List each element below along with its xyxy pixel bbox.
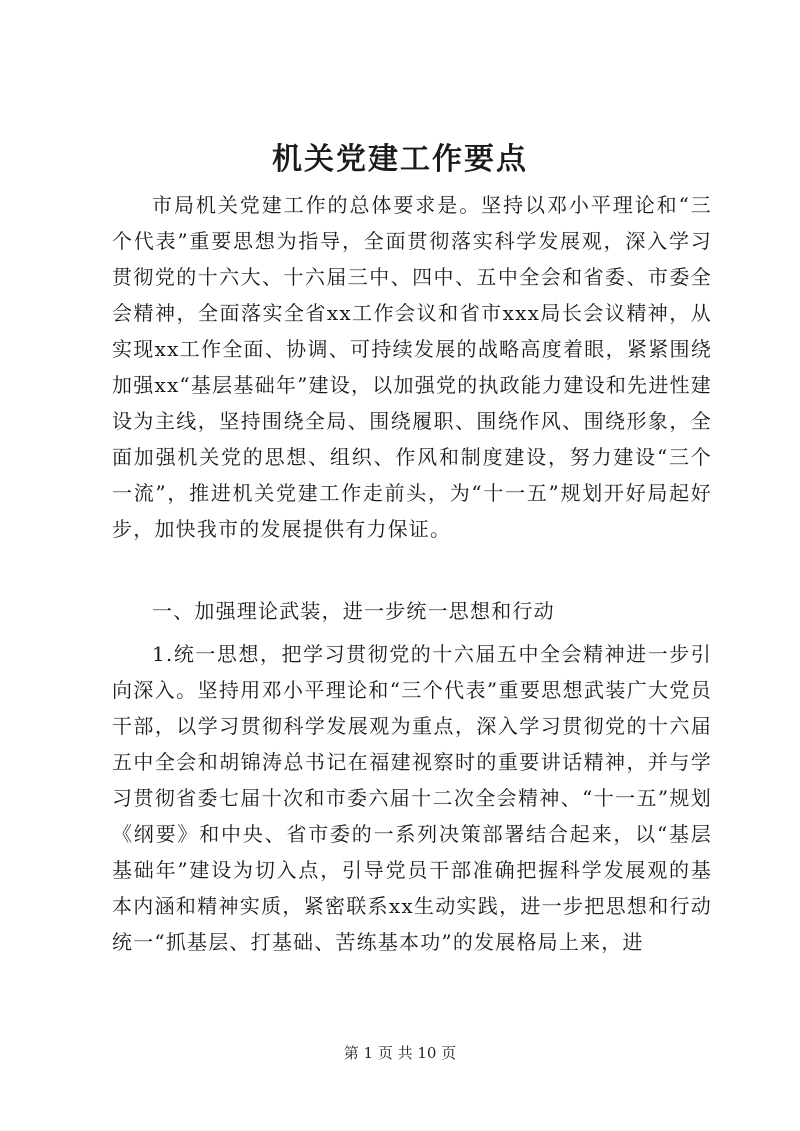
section-heading-theory: 一、加强理论武装，进一步统一思想和行动 — [152, 599, 555, 623]
page-number-footer: 第 1 页 共 10 页 — [343, 1044, 457, 1062]
document-title: 机关党建工作要点 — [272, 142, 528, 177]
paragraph-unify-thinking: 1.统一思想，把学习贯彻党的十六届五中全会精神进一步引向深入。坚持用邓小平理论和“三个代表”重要思想武装广大党员干部，以学习贯彻科学发展观为重点，深入学习贯彻党的十六届五中全会和胡锦涛总书记在福建视察时的重要讲话精神，并与学习贯彻省委七届十次和市委六届十二次全会精神、“十一五”规划《纲要》和中央、省市委的一系列决策部署结合起来，以“基层基础年”建设为切入点，引导党员干部准确把握科学发展观的基本内涵和精神实质，紧密联系xx生动实践，进一步把思想和行动统一“抓基层、打基础、苦练基本功”的发展格局上来，进 — [112, 642, 712, 954]
paragraph-general-requirements: 市局机关党建工作的总体要求是。坚持以邓小平理论和“三个代表”重要思想为指导，全面贯彻落实科学发展观，深入学习贯彻党的十六大、十六届三中、四中、五中全会和省委、市委全会精神，全面落实全省xx工作会议和省市xxx局长会议精神，从实现xx工作全面、协调、可持续发展的战略高度着眼，紧紧围绕加强xx“基层基础年”建设，以加强党的执政能力建设和先进性建设为主线，坚持围绕全局、围绕履职、围绕作风、围绕形象，全面加强机关党的思想、组织、作风和制度建设，努力建设“三个一流”，推进机关党建工作走前头，为“十一五”规划开好局起好步，加快我市的发展提供有力保证。 — [112, 193, 712, 541]
